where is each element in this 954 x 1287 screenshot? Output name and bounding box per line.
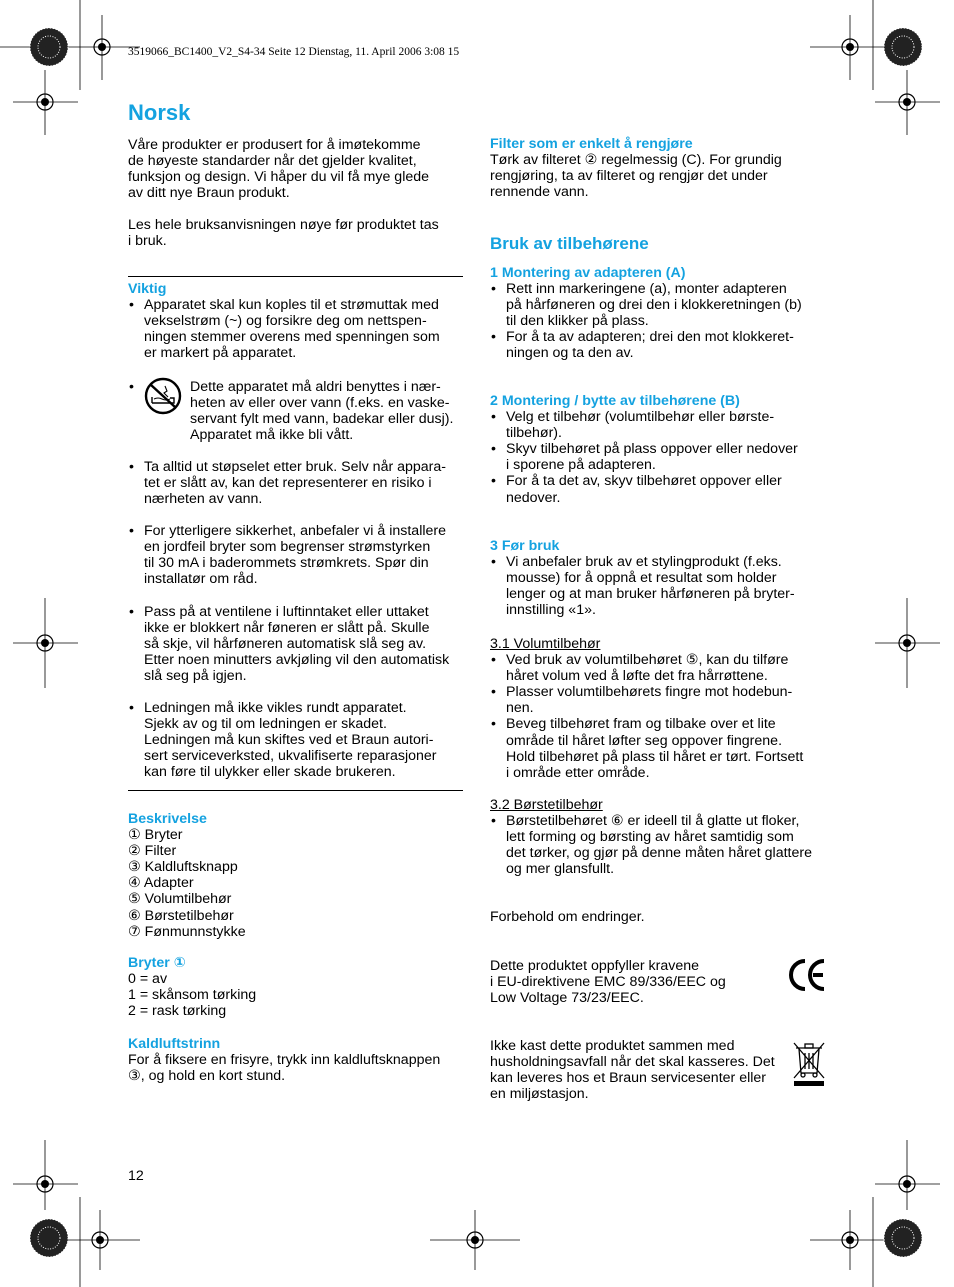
section-1	[490, 265, 830, 362]
reservation-note: Forbehold om endringer.	[490, 909, 645, 925]
section-3-1	[490, 636, 830, 781]
section-3-2-heading: 3.2 Børstetilbehør	[490, 797, 603, 813]
section-3	[490, 538, 830, 618]
list-item: • Apparatet skal kun koples til et strømuttak med vekselstrøm (~) og forsikre deg om nettspen- ningen stemmer overens med spenningen som er markert på apparatet.	[128, 297, 468, 361]
read-instructions-paragraph: Les hele bruksanvisningen nøye før produktet tas i bruk.	[128, 217, 439, 250]
left-column-intro	[128, 137, 468, 250]
list-item: • Børstetilbehøret ⑥ er ideell til å glatte ut floker, lett forming og børsting av håret samtidig som det tørker, og gjør på denne måten håret glattere og mer glansfullt.	[490, 813, 830, 877]
page-number: 12	[128, 1168, 144, 1184]
ce-mark-icon	[789, 958, 827, 992]
print-slug: 3519066_BC1400_V2_S4-34 Seite 12 Dienstag, 11. April 2006 3:08 15	[128, 46, 460, 58]
crossed-out-bin-icon	[791, 1040, 827, 1088]
list-item: • Vi anbefaler bruk av et stylingprodukt (f.eks. mousse) for å oppnå et resultat som holder lenger og at man bruker hårføneren på bryter- innstilling «1».	[490, 554, 830, 618]
description-list	[128, 827, 468, 940]
section-2	[490, 393, 830, 506]
disposal-note	[490, 1038, 790, 1102]
cold-air-text: For å fiksere en frisyre, trykk inn kaldluftsknappen ③, og hold en kort stund.	[128, 1052, 441, 1085]
list-item: ⑤ Volumtilbehør	[128, 891, 232, 908]
cold-air-heading: Kaldluftstrinn	[128, 1036, 221, 1052]
description-heading: Beskrivelse	[128, 811, 207, 827]
list-item: • For ytterligere sikkerhet, anbefaler vi å installere en jordfeil bryter som begrenser strømstyrken til 30 mA i baderommets strømkrets. Spør din installatør om råd.	[128, 523, 468, 587]
accessories-heading: Bruk av tilbehørene	[490, 234, 649, 253]
accessories-section	[490, 234, 830, 254]
list-item: • Beveg tilbehøret fram og tilbake over et lite område til håret løfter seg oppover fingrene. Hold tilbehøret på plass til håret er tørt. Fortsett i område etter område.	[490, 716, 830, 780]
list-item: • For å ta det av, skyv tilbehøret oppover eller nedover.	[490, 473, 830, 505]
section-3-2	[490, 797, 830, 877]
cold-air-section	[128, 1036, 468, 1084]
list-item: ④ Adapter	[128, 875, 194, 892]
section-3-1-heading: 3.1 Volumtilbehør	[490, 636, 601, 652]
list-item: 2 = rask tørking	[128, 1003, 227, 1020]
intro-paragraph: Våre produkter er produsert for å imøtekomme de høyeste standarder når det gjelder kvalitet, funksjon og design. Vi håper du vil få mye glede av ditt nye Braun produkt.	[128, 137, 430, 202]
divider	[128, 790, 463, 791]
list-item: ⑥ Børstetilbehør	[128, 907, 234, 924]
filter-section	[490, 136, 830, 200]
divider	[128, 276, 463, 277]
list-item: • Pass på at ventilene i luftinntaket eller uttaket ikke er blokkert når føneren er slått på. Skulle så skje, vil hårføneren automatisk slå seg av. Etter noen minutters avkjøling vil den automatisk slå seg på igjen.	[128, 604, 468, 684]
list-item: 0 = av	[128, 971, 168, 988]
important-section	[128, 281, 468, 361]
switch-section	[128, 955, 468, 1019]
list-item: ② Filter	[128, 843, 177, 860]
page-title: Norsk	[128, 100, 191, 125]
list-item: • Ledningen må ikke vikles rundt apparatet. Sjekk av og til om ledningen er skadet. Ledningen må kun skiftes ved et Braun autori- sert serviceverksted, ukvalifiserte reparasjoner kan føre til ulykker eller skade brukeren.	[128, 700, 468, 780]
list-item: • Ved bruk av volumtilbehøret ⑤, kan du tilføre håret volum ved å løfte det fra hårrøttene.	[490, 652, 830, 684]
section-2-heading: 2 Montering / bytte av tilbehørene (B)	[490, 393, 740, 409]
list-item: • Ta alltid ut støpselet etter bruk. Selv når appara- tet er slått av, kan det representerer en risiko i nærheten av vann.	[128, 459, 468, 507]
section-1-heading: 1 Montering av adapteren (A)	[490, 265, 686, 281]
important-heading: Viktig	[128, 281, 167, 297]
disposal-text: Ikke kast dette produktet sammen med husholdningsavfall når det skal kasseres. Det kan leveres hos et Braun servicesenter eller en miljøstasjon.	[490, 1038, 775, 1103]
water-warning-text: Dette apparatet må aldri benyttes i nær- heten av eller over vann (f.eks. en vaske- servant fylt med vann, badekar eller dusj). Apparatet må ikke bli vått.	[190, 379, 454, 444]
list-item: ⑦ Fønmunnstykke	[128, 923, 246, 940]
list-item: ① Bryter	[128, 827, 183, 844]
list-item: • For å ta av adapteren; drei den mot klokkeret- ningen og ta den av.	[490, 329, 830, 361]
list-item: • Velg et tilbehør (volumtilbehør eller børste- tilbehør).	[490, 409, 830, 441]
switch-heading: Bryter ①	[128, 955, 186, 971]
important-list	[128, 297, 468, 361]
list-item: • Skyv tilbehøret på plass oppover eller nedover i sporene på adapteren.	[490, 441, 830, 473]
list-item: ③ Kaldluftsknapp	[128, 859, 238, 876]
description-section	[128, 811, 468, 940]
important-section-cont	[128, 459, 468, 507]
section-3-heading: 3 Før bruk	[490, 538, 560, 554]
filter-text: Tørk av filteret ② regelmessig (C). For grundig rengjøring, ta av filteret og rengjør det under rennende vann.	[490, 152, 782, 201]
ce-compliance	[490, 958, 780, 1006]
list-item: 1 = skånsom tørking	[128, 987, 257, 1004]
no-water-warning-icon	[143, 377, 183, 415]
list-item: • Rett inn markeringene (a), monter adapteren på hårføneren og drei den i klokkeretningen (b) til den klikker på plass.	[490, 281, 830, 329]
filter-heading: Filter som er enkelt å rengjøre	[490, 136, 693, 152]
ce-text: Dette produktet oppfyller kravene i EU-direktivene EMC 89/336/EEC og Low Voltage 73/23/EEC.	[490, 958, 726, 1007]
list-item: • Plasser volumtilbehørets fingre mot hodebun- nen.	[490, 684, 830, 716]
